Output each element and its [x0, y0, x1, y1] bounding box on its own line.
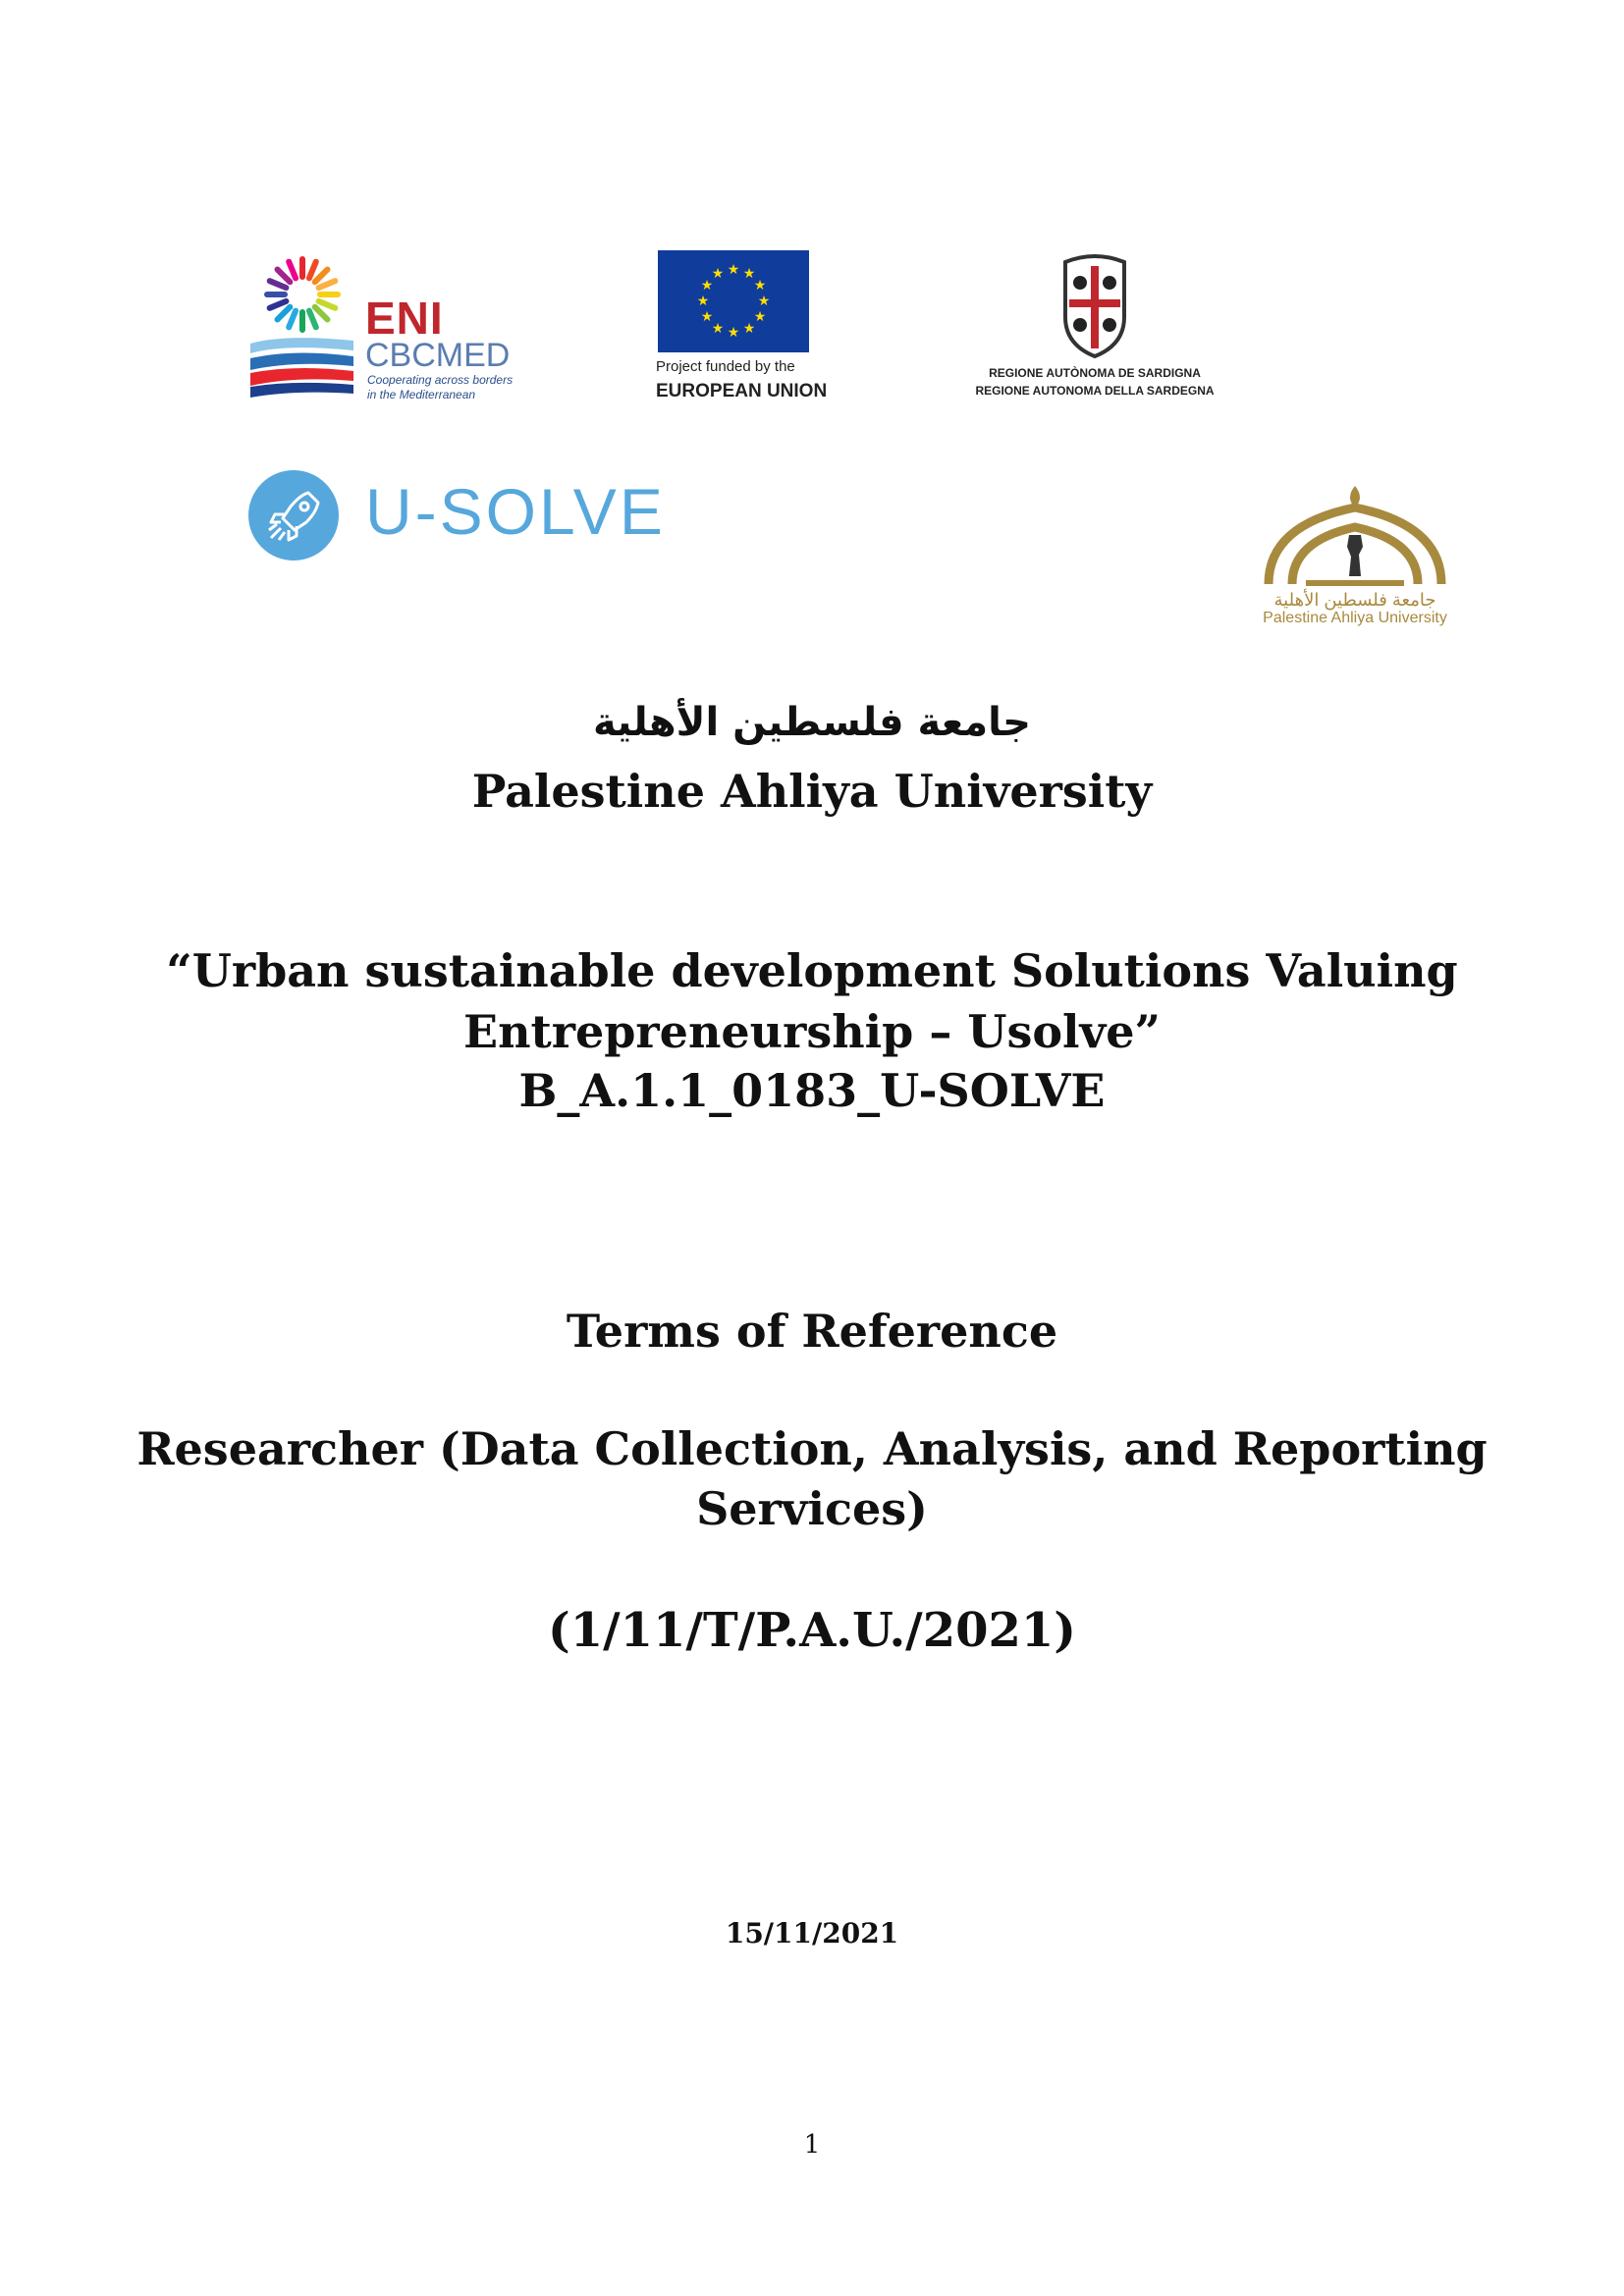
university-name-arabic: جامعة فلسطين الأهلية: [593, 700, 1031, 745]
eu-logo: [656, 250, 828, 407]
svg-text:★: ★: [727, 324, 740, 340]
svg-text:★: ★: [711, 265, 725, 281]
usolve-logo: [245, 466, 666, 564]
project-title-line-2: Entrepreneurship – Usolve”: [463, 1005, 1161, 1058]
document-date: 15/11/2021: [725, 1917, 899, 1949]
pau-logo-english: Palestine Ahliya University: [1263, 610, 1447, 626]
eu-flag-icon: [658, 250, 809, 352]
svg-text:★: ★: [757, 293, 771, 308]
eni-tagline-2: in the Mediterranean: [367, 388, 476, 401]
svg-text:★: ★: [742, 320, 756, 336]
eni-tagline-1: Cooperating across borders: [367, 373, 514, 387]
svg-text:★: ★: [711, 320, 725, 336]
project-code: B_A.1.1_0183_U-SOLVE: [518, 1064, 1106, 1117]
svg-text:★: ★: [700, 277, 714, 293]
eni-subtitle: CBCMED: [365, 337, 511, 374]
eni-cbcmed-logo: [245, 250, 540, 407]
svg-text:★: ★: [753, 308, 767, 324]
university-name: Palestine Ahliya University: [471, 765, 1153, 818]
document-type: Terms of Reference: [566, 1305, 1058, 1358]
page-number: 1: [803, 2130, 821, 2160]
usolve-wordmark: U-SOLVE: [365, 475, 666, 548]
project-title-line-1: “Urban sustainable development Solutions Valuing: [166, 944, 1458, 997]
sardinia-line-1: REGIONE AUTÒNOMA DE SARDIGNA: [989, 366, 1201, 380]
svg-text:★: ★: [727, 261, 740, 277]
sardinia-logo: [947, 250, 1242, 407]
role-title-line-1: Researcher (Data Collection, Analysis, and Reporting: [136, 1422, 1488, 1475]
svg-text:★: ★: [742, 265, 756, 281]
svg-text:★: ★: [753, 277, 767, 293]
eni-title: ENI: [365, 293, 444, 344]
svg-text:★: ★: [696, 293, 710, 308]
pau-dome-icon: [1247, 486, 1463, 589]
pau-logo-arabic: جامعة فلسطين الأهلية: [1273, 590, 1436, 610]
rocket-icon: [247, 469, 340, 561]
eu-caption-union: EUROPEAN UNION: [656, 381, 828, 401]
sardinia-line-2: REGIONE AUTONOMA DELLA SARDEGNA: [975, 384, 1215, 398]
svg-text:★: ★: [700, 308, 714, 324]
sardinia-crest-icon: [1057, 250, 1132, 360]
role-title-line-2: Services): [696, 1482, 928, 1535]
eni-sun-icon: [245, 250, 358, 407]
reference-number: (1/11/T/P.A.U./2021): [547, 1603, 1077, 1658]
eu-caption-funded: Project funded by the: [656, 358, 795, 375]
pau-logo: [1247, 486, 1463, 633]
